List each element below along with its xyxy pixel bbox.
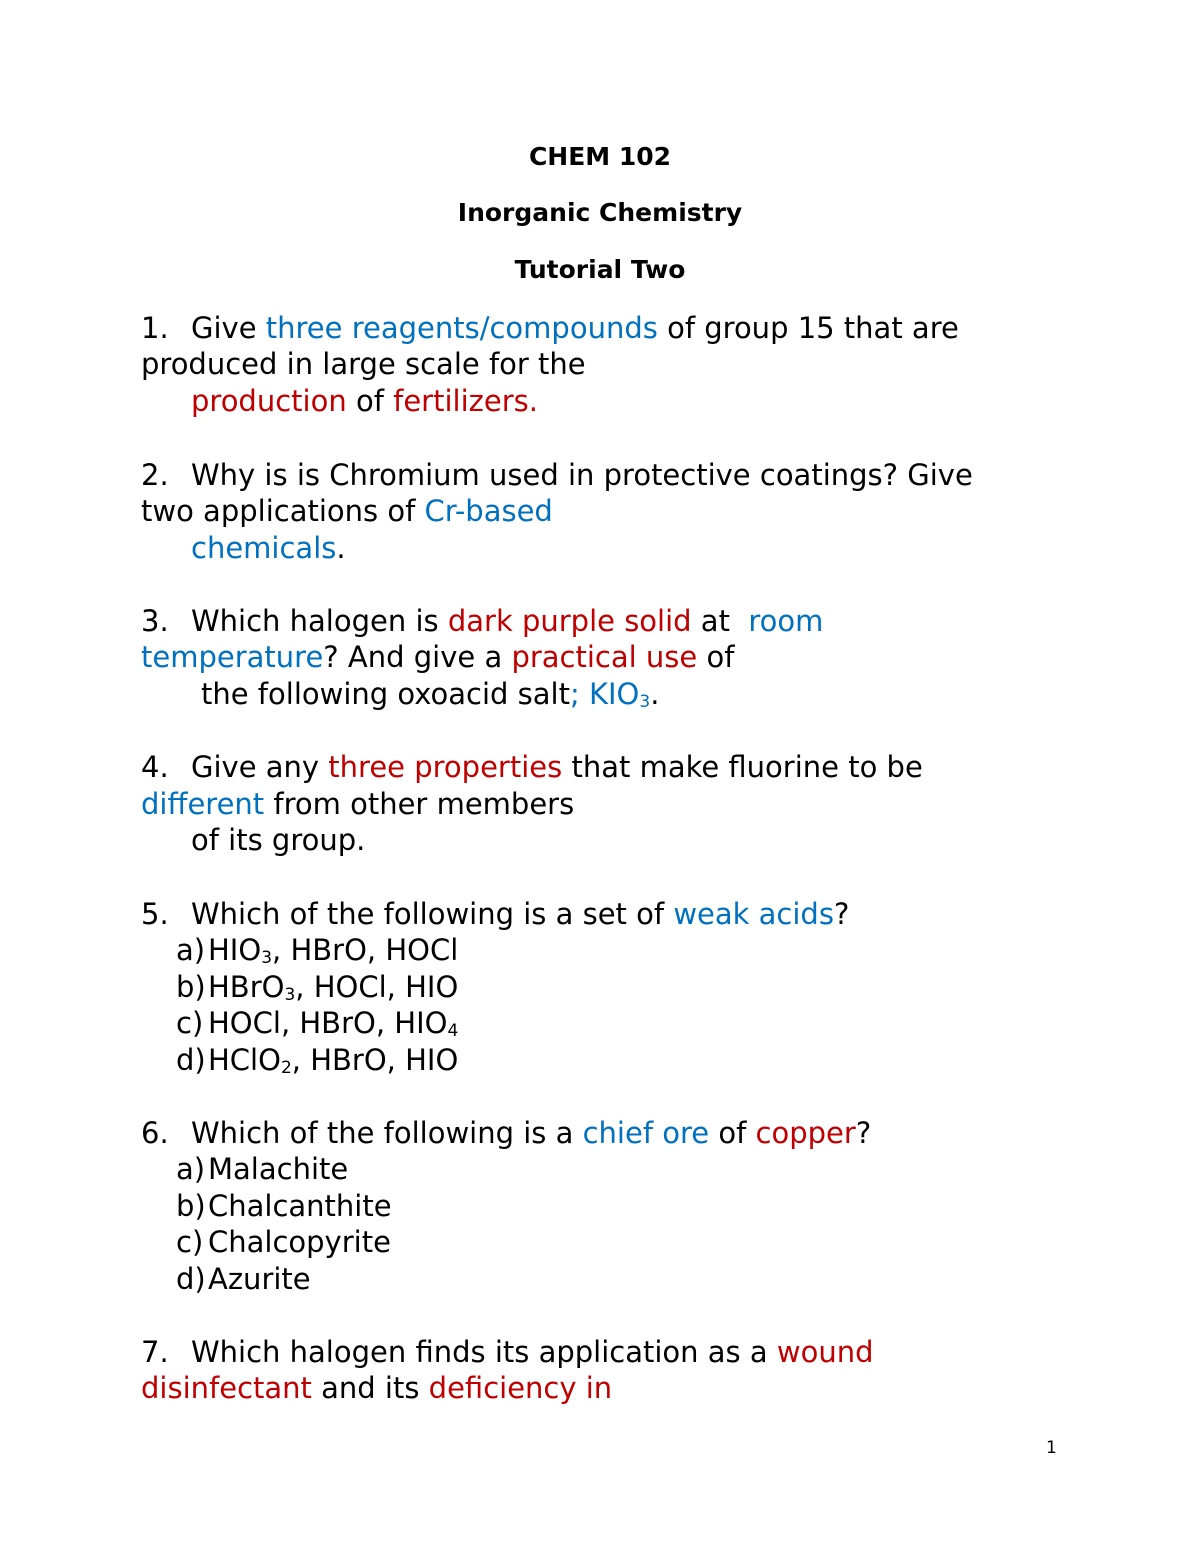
highlight-text: chief ore [582,1116,710,1150]
option-text: , HOCl, HIO [295,970,459,1004]
question-number: 7. [141,1335,169,1369]
question-text: of [709,1116,756,1150]
highlight-text: disinfectant [141,1371,312,1405]
question-1-line-1 [141,310,959,346]
highlight-text: dark purple solid [447,604,692,638]
option-text: Chalcopyrite [208,1225,391,1259]
subject-title: Inorganic Chemistry [457,198,743,227]
option-label: c) [176,1006,204,1040]
highlight-text: fertilizers. [393,384,538,418]
question-text: from other members [264,787,575,821]
option-text: Azurite [208,1262,311,1296]
option-text: HOCl, HBrO, HIO [208,1006,448,1040]
question-text: of group 15 that are [657,311,959,345]
option-d [176,1261,311,1297]
option-d [176,1042,458,1078]
question-text: ? [855,1116,872,1150]
option-text: HClO [208,1043,281,1077]
highlight-text: ; KIO [569,677,640,711]
question-text: . [336,531,346,565]
question-text: Which of the following is a [191,1116,583,1150]
highlight-text: wound [776,1335,874,1369]
tutorial-title: Tutorial Two [514,255,686,284]
question-4-line-3: of its group. [191,823,366,857]
question-number: 4. [141,750,169,784]
subscript: 3 [284,985,296,1005]
highlight-text: three reagents/compounds [265,311,658,345]
highlight-text: practical use [511,640,698,674]
question-text: at [691,604,749,638]
option-label: d) [176,1262,206,1296]
option-text: Chalcanthite [208,1189,392,1223]
question-text: that make fluorine to be [562,750,923,784]
subscript: 3 [639,692,651,712]
question-text: Why is is Chromium used in protective coatings? Give [191,458,973,492]
question-text: Give any [191,750,329,784]
question-2-line-3 [191,530,346,566]
question-4-line-1 [141,749,923,785]
option-text: , HBrO, HIO [291,1043,459,1077]
page-number: 1 [1046,1438,1057,1458]
question-3-line-1 [141,603,823,639]
option-b [176,1188,392,1224]
option-text: HIO [208,933,262,967]
option-c [176,1224,391,1260]
question-text: ? [833,897,850,931]
course-title: CHEM 102 [528,142,672,171]
question-text: . [650,677,660,711]
question-2-line-1 [141,457,973,493]
option-a [176,1151,348,1187]
question-3-line-2 [141,639,734,675]
question-1-line-3 [191,383,538,419]
highlight-text: different [141,787,265,821]
question-number: 6. [141,1116,169,1150]
option-label: a) [176,933,206,967]
subscript: 2 [280,1058,292,1078]
question-text: the following oxoacid salt [201,677,570,711]
option-a [176,932,458,968]
highlight-text: room [748,604,824,638]
question-text: of [697,640,735,674]
subscript: 4 [447,1021,459,1041]
question-2-line-2 [141,493,553,529]
option-c [176,1005,458,1041]
option-label: a) [176,1152,206,1186]
highlight-text: three properties [328,750,563,784]
highlight-text: weak acids [673,897,834,931]
option-text: , HBrO, HOCl [272,933,459,967]
question-text: Which halogen is [191,604,448,638]
highlight-text: copper [755,1116,856,1150]
highlight-text: chemicals [191,531,337,565]
question-text: ? And give a [323,640,512,674]
question-number: 3. [141,604,169,638]
option-label: c) [176,1225,204,1259]
question-number: 5. [141,897,169,931]
highlight-text: Cr-based [424,494,553,528]
option-b [176,969,458,1005]
question-text: Which halogen finds its application as a [191,1335,777,1369]
highlight-text: deficiency in [428,1371,613,1405]
question-6-line-1 [141,1115,871,1151]
option-label: d) [176,1043,206,1077]
question-text: two applications of [141,494,425,528]
option-text: HBrO [208,970,285,1004]
subscript: 3 [261,948,273,968]
question-text: Give [191,311,266,345]
question-text: of [346,384,394,418]
question-5-line-1 [141,896,849,932]
question-number: 2. [141,458,169,492]
question-text: Which of the following is a set of [191,897,674,931]
question-3-line-3 [201,676,659,712]
question-1-line-2: produced in large scale for the [141,347,586,381]
highlight-text: temperature [141,640,324,674]
question-4-line-2 [141,786,574,822]
option-label: b) [176,1189,206,1223]
question-7-line-1 [141,1334,874,1370]
option-text: Malachite [208,1152,349,1186]
question-text: and its [311,1371,429,1405]
option-label: b) [176,970,206,1004]
question-number: 1. [141,311,169,345]
question-7-line-2 [141,1370,612,1406]
highlight-text: production [191,384,347,418]
